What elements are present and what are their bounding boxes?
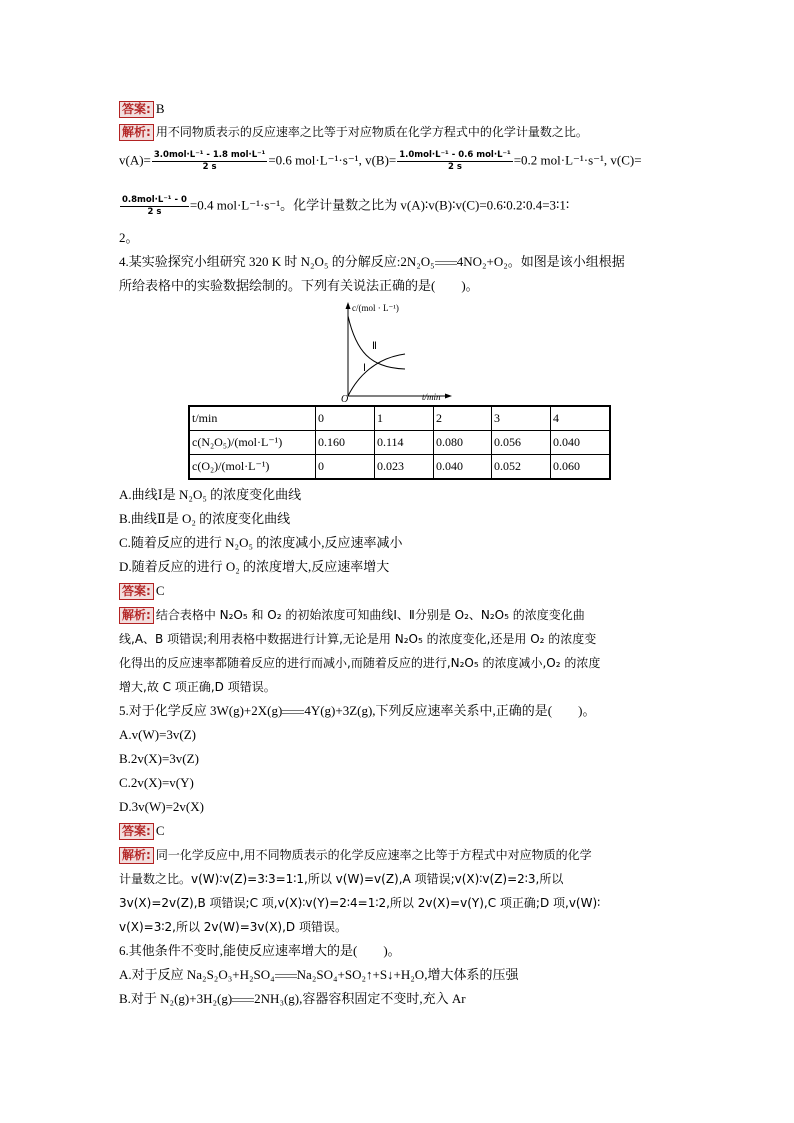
q6-option-a	[119, 966, 518, 984]
curve-i	[348, 354, 405, 396]
q5-analysis-line-2: 计量数之比。v(W)∶v(Z)=3∶3=1∶1,所以 v(W)=v(Z),A 项错误;v(X)∶v(Z)=2∶3,所以	[119, 872, 564, 886]
equals-arrow-icon	[275, 973, 297, 979]
q5-answer-line	[119, 822, 164, 840]
reversible-arrow-icon	[435, 259, 457, 267]
q3-analysis-line-1	[119, 123, 588, 141]
table-cell: c(O₂)/(mol·L⁻¹)	[189, 455, 316, 480]
q3-answer-line	[119, 100, 164, 118]
answer-tag: 答案:	[119, 823, 154, 840]
table-cell: 0.114	[375, 431, 434, 455]
q3-analysis-text: 用不同物质表示的反应速率之比等于对应物质在化学方程式中的化学计量数之比。	[155, 125, 588, 139]
va-fraction	[152, 150, 267, 173]
table-cell: 0.040	[551, 431, 611, 455]
q4-analysis-line-2: 线,A、B 项错误;利用表格中数据进行计算,无论是用 N₂O₅ 的浓度变化,还是用 O₂ 的浓度变	[119, 632, 597, 646]
q5-analysis-line-4: v(X)=3∶2,所以 2v(W)=3v(X),D 项错误。	[119, 920, 347, 934]
table-cell: 0.160	[316, 431, 375, 455]
y-axis-arrow-icon	[346, 302, 351, 309]
table-cell: 0	[316, 406, 375, 431]
q4-analysis-line-3: 化得出的反应速率都随着反应的进行而减小,而随着反应的进行,N₂O₅ 的浓度减小,O₂ 的浓度	[119, 656, 601, 670]
table-cell: c(N₂O₅)/(mol·L⁻¹)	[189, 431, 316, 455]
q4-option-a: A.曲线Ⅰ是 N₂O₅ 的浓度变化曲线	[119, 487, 302, 502]
concentration-graph	[330, 296, 460, 404]
q5-answer: C	[155, 823, 165, 838]
q6-option-a-part-1: A.对于反应 Na₂S₂O₃+H₂SO₄	[119, 967, 275, 982]
q3-rate-formula-line	[119, 150, 642, 173]
data-table	[188, 405, 611, 480]
q4-stem-line-1	[119, 253, 625, 271]
table-cell: 1	[375, 406, 434, 431]
q5-option-c: C.2v(X)=v(Y)	[119, 775, 194, 790]
table-cell: 0.052	[492, 455, 551, 480]
vc-result: =0.4 mol·L⁻¹·s⁻¹。化学计量数之比为 v(A)∶v(B)∶v(C)=0.6∶0.2∶0.4=3∶1∶	[189, 197, 570, 213]
va-prefix: v(A)=	[119, 152, 151, 168]
q6-stem: 6.其他条件不变时,能使反应速率增大的是( )。	[119, 943, 401, 958]
analysis-tag: 解析:	[119, 847, 154, 864]
table-cell: t/min	[189, 406, 316, 431]
va-numerator: 3.0mol·L⁻¹ - 1.8 mol·L⁻¹	[153, 150, 266, 160]
q3-rate-formula-line-2	[119, 195, 569, 218]
table-cell: 4	[551, 406, 611, 431]
vc-numerator: 0.8mol·L⁻¹ - 0	[122, 195, 187, 205]
answer-tag: 答案:	[119, 583, 154, 600]
q4-option-c: C.随着反应的进行 N₂O₅ 的浓度减小,反应速率减小	[119, 535, 403, 550]
q4-answer-line	[119, 582, 164, 600]
table-cell: 0.060	[551, 455, 611, 480]
table-cell: 0.023	[375, 455, 434, 480]
q3-answer: B	[155, 101, 165, 116]
table-row	[189, 431, 610, 455]
q5-option-d: D.3v(W)=2v(X)	[119, 799, 204, 814]
table-cell: 0	[316, 455, 375, 480]
table-row	[189, 455, 610, 480]
vc-denominator: 2 s	[147, 207, 162, 217]
table-cell: 0.040	[434, 455, 492, 480]
vb-numerator: 1.0mol·L⁻¹ - 0.6 mol·L⁻¹	[399, 150, 511, 160]
q5-stem-part-1: 5.对于化学反应 3W(g)+2X(g)	[119, 703, 283, 718]
q4-analysis-text: 结合表格中 N₂O₅ 和 O₂ 的初始浓度可知曲线Ⅰ、Ⅱ分别是 O₂、N₂O₅ 的浓度变化曲	[155, 608, 585, 622]
q4-stem-line-2: 所给表格中的实验数据绘制的。下列有关说法正确的是( )。	[119, 278, 479, 293]
table-cell: 0.080	[434, 431, 492, 455]
analysis-tag: 解析:	[119, 124, 154, 141]
q6-option-b	[119, 990, 466, 1008]
answer-tag: 答案:	[119, 101, 154, 118]
table-row	[189, 406, 610, 431]
q5-option-a: A.v(W)=3v(Z)	[119, 727, 196, 742]
va-denominator: 2 s	[202, 162, 217, 172]
q4-analysis-line-4: 增大,故 C 项正确,D 项错误。	[119, 680, 276, 694]
q5-analysis-line-1	[119, 846, 592, 864]
table-cell: 3	[492, 406, 551, 431]
origin-label: O	[341, 394, 349, 404]
equals-arrow-icon	[282, 709, 304, 715]
q6-option-a-part-2: Na₂SO₄+SO₂↑+S↓+H₂O,增大体系的压强	[296, 967, 519, 982]
table-cell: 2	[434, 406, 492, 431]
q5-stem-part-2: 4Y(g)+3Z(g),下列反应速率关系中,正确的是( )。	[304, 703, 596, 718]
q4-option-b: B.曲线Ⅱ是 O₂ 的浓度变化曲线	[119, 511, 291, 526]
q4-answer: C	[155, 583, 165, 598]
q6-option-b-part-2: 2NH₃(g),容器容积固定不变时,充入 Ar	[254, 991, 466, 1006]
q5-option-b: B.2v(X)=3v(Z)	[119, 751, 199, 766]
q4-stem-part-2: 4NO₂+O₂。如图是该小组根据	[456, 254, 625, 269]
vc-fraction	[120, 195, 189, 218]
q5-stem	[119, 702, 595, 720]
q4-stem-part-1: 4.某实验探究小组研究 320 K 时 N₂O₅ 的分解反应:2N₂O₅	[119, 254, 435, 269]
x-axis-label: t/min	[422, 392, 441, 402]
y-axis-label: c/(mol · L⁻¹)	[352, 303, 399, 313]
analysis-tag: 解析:	[119, 607, 154, 624]
curve-ii-label: Ⅱ	[372, 341, 377, 352]
q5-analysis-line-3: 3v(X)=2v(Z),B 项错误;C 项,v(X)∶v(Y)=2∶4=1∶2,所以 2v(X)=v(Y),C 项正确;D 项,v(W)∶	[119, 896, 601, 910]
q5-analysis-text: 同一化学反应中,用不同物质表示的化学反应速率之比等于方程式中对应物质的化学	[155, 848, 592, 862]
table-cell: 0.056	[492, 431, 551, 455]
x-axis-arrow-icon	[445, 394, 452, 399]
q6-option-b-part-1: B.对于 N₂(g)+3H₂(g)	[119, 991, 233, 1006]
va-result: =0.6 mol·L⁻¹·s⁻¹, v(B)=	[268, 152, 397, 168]
q4-option-d: D.随着反应的进行 O₂ 的浓度增大,反应速率增大	[119, 559, 390, 574]
q4-analysis-line-1	[119, 606, 585, 624]
curve-i-label: Ⅰ	[363, 363, 366, 374]
vb-fraction	[397, 150, 512, 173]
reversible-arrow-icon	[232, 996, 254, 1004]
q3-ratio-end: 2。	[119, 230, 139, 245]
vb-result: =0.2 mol·L⁻¹·s⁻¹, v(C)=	[513, 152, 642, 168]
vb-denominator: 2 s	[448, 162, 462, 172]
